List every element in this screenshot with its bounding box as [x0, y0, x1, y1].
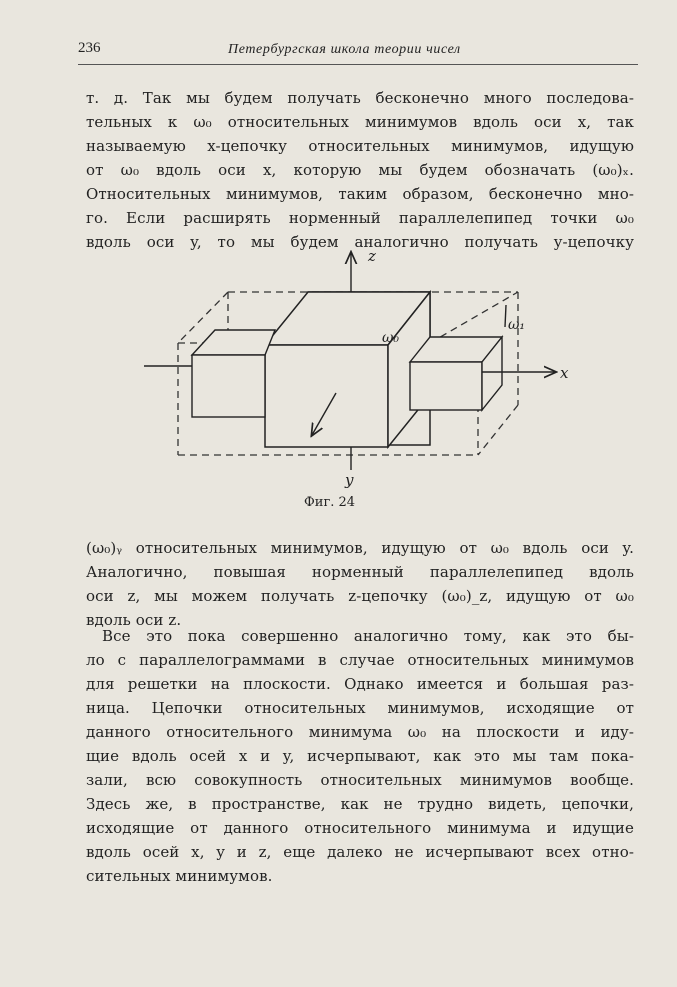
text-line: вдоль оси z. [86, 611, 182, 629]
text-line: (ω₀)ᵧ относительных минимумов, идущую от ω₀ вдоль оси y. [86, 539, 634, 557]
page-number: 236 [78, 40, 101, 56]
y-label: y [345, 471, 354, 489]
x-label: x [560, 364, 569, 382]
text-line: го. Если расширять норменный параллелепипед точки ω₀ [86, 209, 634, 227]
text-line: исходящие от данного относительного минимума и идущие [86, 819, 634, 837]
z-label: z [368, 247, 376, 265]
text-line: Все это пока совершенно аналогично тому, как это бы- [102, 627, 634, 645]
right-box [410, 337, 502, 410]
text-line: данного относительного минимума ω₀ на плоскости и иду- [86, 723, 634, 741]
paragraph-1 [86, 86, 634, 254]
omega1-label: ω₁ [508, 317, 526, 333]
text-line: Аналогично, повышая норменный параллелепипед вдоль [86, 563, 634, 581]
text-line: вдоль осей x, y и z, еще далеко не исчерпывают всех отно- [86, 843, 634, 861]
text-line: для решетки на плоскости. Однако имеется и большая раз- [86, 675, 634, 693]
figure-24 [130, 245, 570, 515]
omega1-leader [505, 305, 506, 327]
parallelepiped-diagram [130, 245, 570, 515]
text-line: от ω₀ вдоль оси x, которую мы будем обозначать (ω₀)ₓ. [86, 161, 634, 179]
text-line: вдоль оси y, то мы будем аналогично получать y-цепочку [86, 233, 634, 251]
paragraph-2 [86, 536, 634, 632]
text-line: ло с параллелограммами в случае относительных минимумов [86, 651, 634, 669]
page-header [78, 38, 638, 64]
omega0-label: ω₀ [382, 330, 400, 346]
text-line: сительных минимумов. [86, 867, 273, 885]
text-line: Здесь же, в пространстве, как не трудно видеть, цепочки, [86, 795, 634, 813]
running-title: Петербургская школа теории чисел [228, 42, 461, 57]
central-box [265, 292, 430, 447]
paragraph-3 [86, 624, 634, 888]
text-line: щие вдоль осей x и y, исчерпывают, как это мы там пока- [86, 747, 634, 765]
header-rule [78, 64, 638, 65]
text-line: зали, всю совокупность относительных минимумов вообще. [86, 771, 634, 789]
text-line: тельных к ω₀ относительных минимумов вдоль оси x, так [86, 113, 634, 131]
text-line: ница. Цепочки относительных минимумов, исходящие от [86, 699, 634, 717]
text-line: называемую x-цепочку относительных минимумов, идущую [86, 137, 634, 155]
figure-caption: Фиг. 24 [304, 495, 356, 510]
left-box [192, 330, 275, 417]
text-line: Относительных минимумов, таким образом, бесконечно мно- [86, 185, 634, 203]
text-line: т. д. Так мы будем получать бесконечно много последова- [86, 89, 634, 107]
text-line: оси z, мы можем получать z-цепочку (ω₀)_z, идущую от ω₀ [86, 587, 634, 605]
